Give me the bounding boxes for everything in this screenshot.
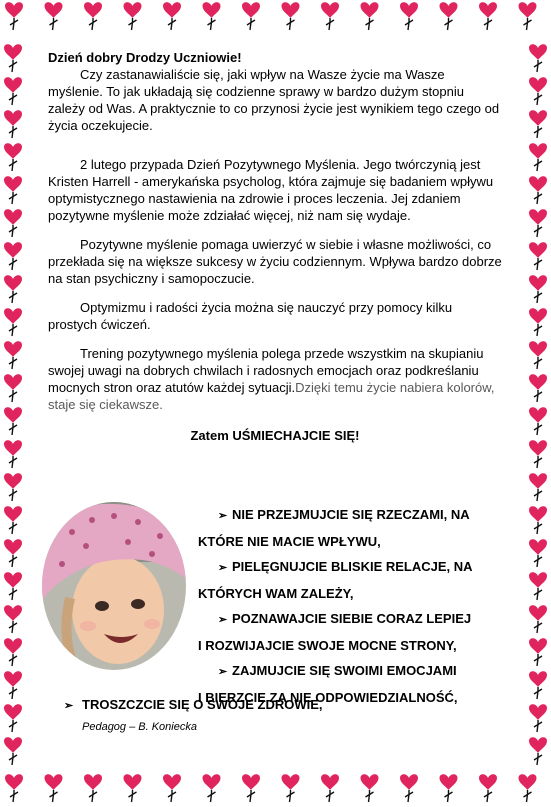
paragraph-benefits: Pozytywne myślenie pomaga uwierzyć w siebie i własne możliwości, co przekłada się na większe sukcesy w życiu codziennym. Wpływa bardzo dobrze na stan psychiczny i samopoczucie.: [48, 237, 502, 286]
heart-balloon-icon: [5, 774, 23, 802]
arrow-bullet-icon: ➢: [218, 510, 228, 522]
heart-balloon-icon: [4, 638, 22, 666]
heart-balloon-icon: [4, 143, 22, 171]
greeting: Dzień dobry Drodzy Uczniowie!: [48, 50, 242, 65]
heart-balloon-icon: [529, 737, 547, 765]
heart-balloon-icon: [4, 176, 22, 204]
heart-balloon-icon: [203, 2, 221, 30]
heart-balloon-icon: [440, 2, 458, 30]
heart-balloon-icon: [321, 2, 339, 30]
tips-list: [198, 502, 498, 710]
tip-1-line-a: [198, 502, 498, 529]
tip-4-line-a: [198, 658, 498, 685]
arrow-bullet-icon: ➢: [218, 562, 228, 574]
tip-4-text-a: ZAJMUJCIE SIĘ SWOIMI EMOCJAMI: [232, 663, 457, 678]
tip-5-text: TROSZCZCIE SIĘ O SWOJE ZDROWIE,: [82, 697, 323, 712]
heart-balloon-icon: [361, 2, 379, 30]
tip-2-line-b: KTÓRYCH WAM ZALEŻY,: [198, 586, 354, 601]
tip-5: [64, 697, 323, 712]
heart-balloon-icon: [529, 704, 547, 732]
heart-balloon-icon: [529, 176, 547, 204]
child-photo: [42, 502, 186, 670]
tip-1-text-a: NIE PRZEJMUJCIE SIĘ RZECZAMI, NA: [232, 507, 470, 522]
heart-balloon-icon: [529, 572, 547, 600]
heart-balloon-icon: [84, 774, 102, 802]
heart-balloon-icon: [4, 77, 22, 105]
tip-2-text-a: PIELĘGNUJCIE BLISKIE RELACJE, NA: [232, 559, 473, 574]
signature: Pedagog – B. Koniecka: [82, 721, 197, 733]
smile-heading: Zatem UŚMIECHAJCIE SIĘ!: [190, 428, 360, 443]
arrow-bullet-icon: ➢: [218, 666, 228, 678]
paragraph-intro: Czy zastanawialiście się, jaki wpływ na Wasze życie ma Wasze myślenie. To jak układają się codzienne sprawy w bardzo dużym stopniu zależy od Was. A praktycznie to co przynosi życie jest wynikiem tego czego od życia oczekujecie.: [48, 67, 500, 133]
heart-balloon-icon: [4, 440, 22, 468]
heart-balloon-icon: [4, 605, 22, 633]
heart-balloon-icon: [84, 2, 102, 30]
heart-balloon-icon: [4, 506, 22, 534]
heart-balloon-icon: [519, 774, 537, 802]
heart-balloon-icon: [4, 737, 22, 765]
heart-balloon-icon: [529, 341, 547, 369]
heart-balloon-icon: [519, 2, 537, 30]
heart-balloon-icon: [5, 2, 23, 30]
heart-balloon-icon: [440, 774, 458, 802]
heart-balloon-icon: [400, 2, 418, 30]
heart-balloon-icon: [4, 209, 22, 237]
heart-balloon-icon: [4, 572, 22, 600]
heart-balloon-icon: [203, 774, 221, 802]
heart-balloon-icon: [529, 374, 547, 402]
heart-balloon-icon: [529, 143, 547, 171]
letter-body: [48, 49, 502, 452]
heart-balloon-icon: [4, 275, 22, 303]
heart-balloon-icon: [124, 774, 142, 802]
heart-balloon-icon: [529, 308, 547, 336]
heart-balloon-icon: [529, 242, 547, 270]
heart-balloon-icon: [45, 774, 63, 802]
heart-balloon-icon: [321, 774, 339, 802]
tip-1-line-b: KTÓRE NIE MACIE WPŁYWU,: [198, 534, 381, 549]
heart-balloon-icon: [4, 407, 22, 435]
paragraph-training: [48, 345, 502, 413]
heart-balloon-icon: [4, 308, 22, 336]
tip-2-line-a: [198, 554, 498, 581]
tip-4-line-b: I BIERZCIE ZA NIE ODPOWIEDZIALNOŚĆ,: [198, 690, 458, 705]
paragraph-optimism: Optymizmu i radości życia można się nauczyć przy pomocy kilku prostych ćwiczeń.: [48, 300, 453, 332]
heart-balloon-icon: [529, 440, 547, 468]
heart-balloon-icon: [4, 671, 22, 699]
heart-balloon-icon: [529, 407, 547, 435]
heart-balloon-icon: [45, 2, 63, 30]
heart-balloon-icon: [529, 671, 547, 699]
heart-balloon-icon: [282, 2, 300, 30]
paragraph-training-text: Trening pozytywnego myślenia polega przede wszystkim na skupianiu swojej uwagi na dobrych chwilach i radosnych emocjach oraz podkreślaniu mocnych stron oraz atutów każdej sytuacji.: [48, 346, 484, 395]
arrow-bullet-icon: ➢: [64, 700, 74, 712]
paragraph-positive-thinking-day: 2 lutego przypada Dzień Pozytywnego Myślenia. Jego twórczynią jest Kristen Harrell - amerykańska psycholog, która zajmuje się badaniem wpływu optymistycznego nastawienia na zdrowie i proces leczenia. Jej zdaniem pozytywne myślenie może zdziałać więcej, niż nam się wydaje.: [48, 157, 494, 223]
heart-balloon-icon: [529, 77, 547, 105]
heart-balloon-icon: [529, 605, 547, 633]
heart-balloon-icon: [163, 774, 181, 802]
heart-balloon-icon: [529, 110, 547, 138]
heart-balloon-icon: [163, 2, 181, 30]
heart-balloon-icon: [529, 44, 547, 72]
heart-balloon-icon: [529, 539, 547, 567]
heart-balloon-icon: [4, 242, 22, 270]
heart-balloon-icon: [479, 774, 497, 802]
heart-balloon-icon: [529, 638, 547, 666]
heart-balloon-icon: [242, 2, 260, 30]
tip-3-line-b: I ROZWIJAJCIE SWOJE MOCNE STRONY,: [198, 638, 457, 653]
arrow-bullet-icon: ➢: [218, 614, 228, 626]
heart-balloon-icon: [361, 774, 379, 802]
heart-balloon-icon: [529, 209, 547, 237]
heart-balloon-icon: [4, 110, 22, 138]
heart-balloon-icon: [4, 473, 22, 501]
heart-balloon-icon: [529, 473, 547, 501]
paragraph-training-gray: Dzięki temu życie nabiera kolorów, staje się ciekawsze.: [48, 380, 495, 412]
heart-balloon-icon: [282, 774, 300, 802]
heart-balloon-icon: [529, 506, 547, 534]
heart-balloon-icon: [4, 44, 22, 72]
heart-balloon-icon: [4, 374, 22, 402]
heart-balloon-icon: [124, 2, 142, 30]
heart-balloon-icon: [4, 341, 22, 369]
heart-balloon-icon: [529, 275, 547, 303]
heart-balloon-icon: [4, 539, 22, 567]
tip-3-line-a: [198, 606, 498, 633]
heart-balloon-icon: [242, 774, 260, 802]
heart-balloon-icon: [400, 774, 418, 802]
heart-balloon-icon: [479, 2, 497, 30]
tip-3-text-a: POZNAWAJCIE SIEBIE CORAZ LEPIEJ: [232, 611, 472, 626]
heart-balloon-icon: [4, 704, 22, 732]
